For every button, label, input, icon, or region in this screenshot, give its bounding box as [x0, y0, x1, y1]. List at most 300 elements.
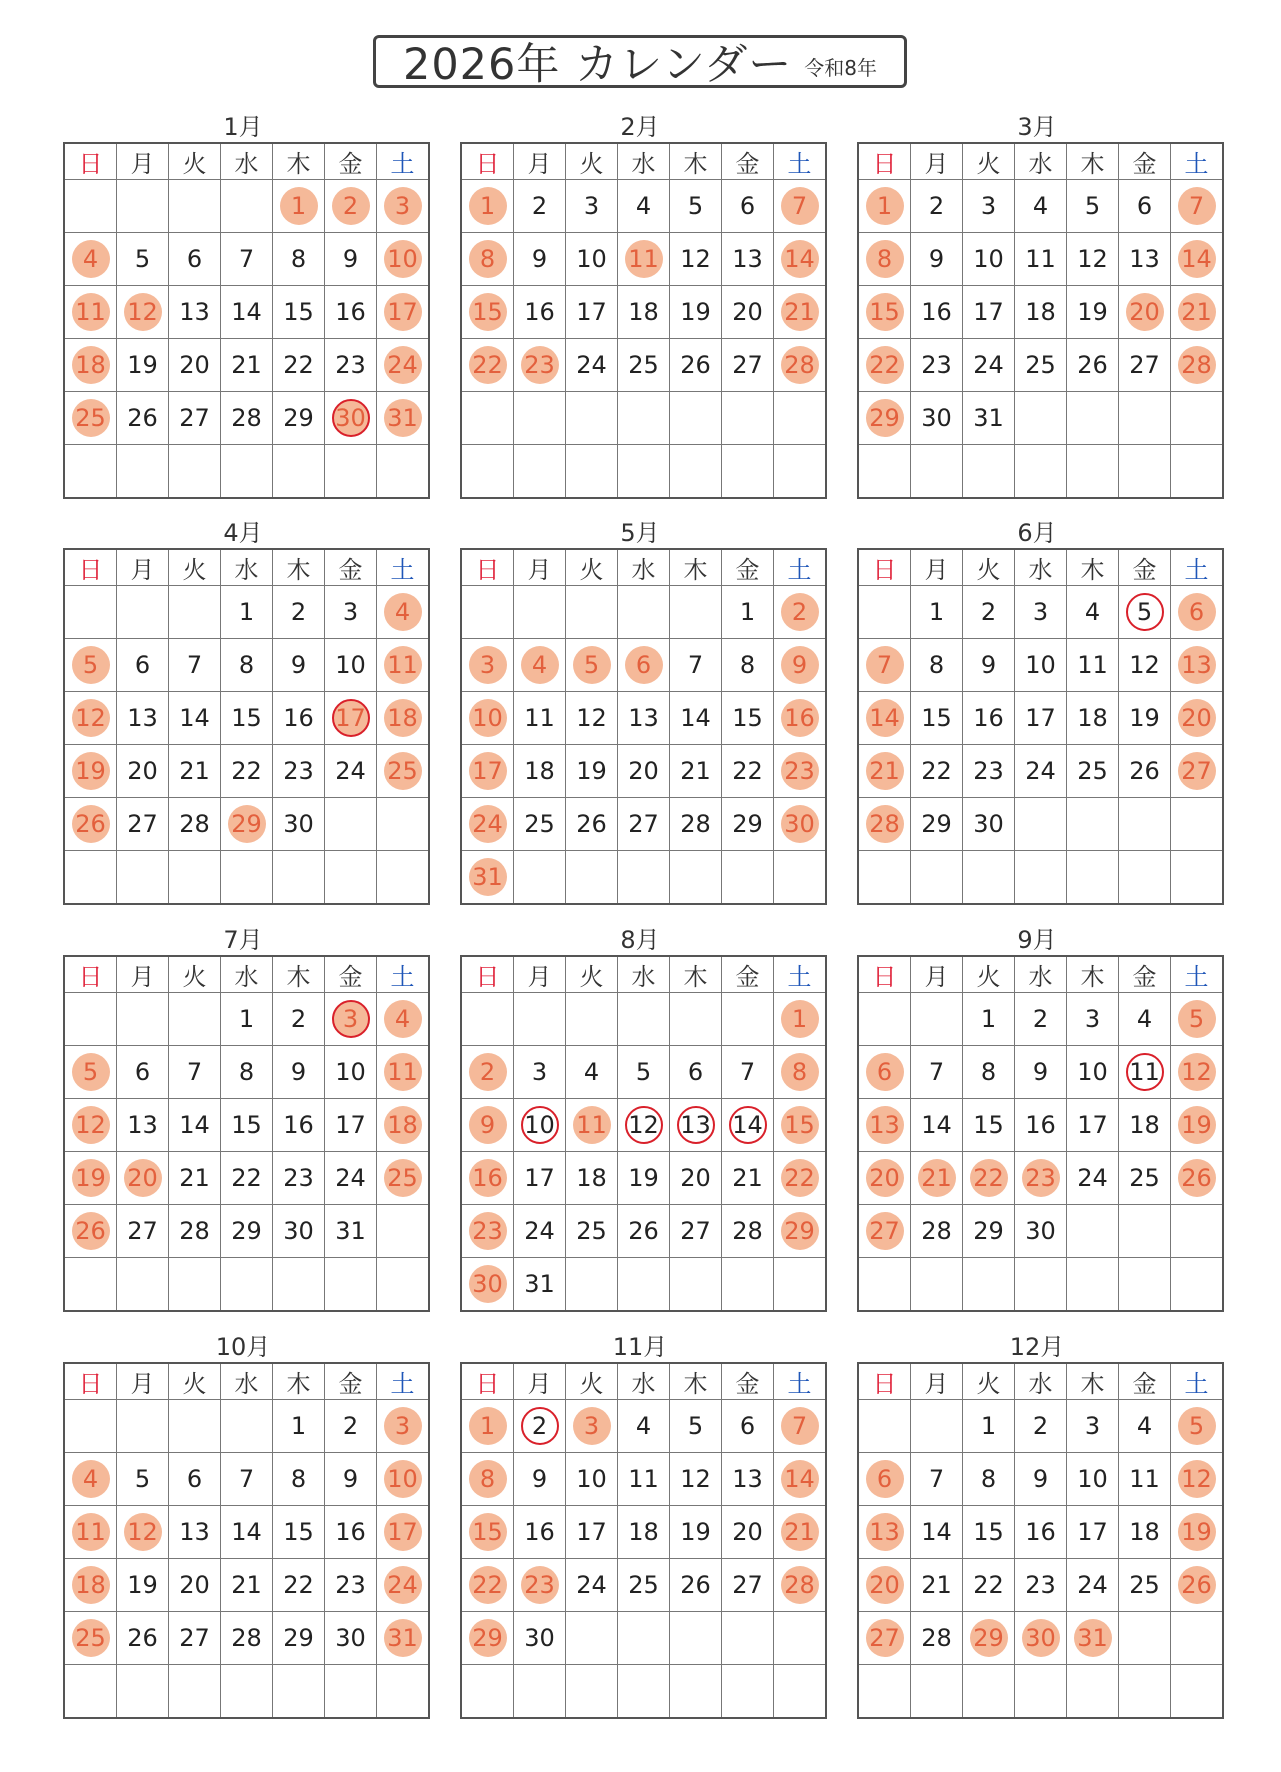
date: 18 [1129, 1111, 1160, 1139]
weekday-header-row [858, 1363, 1223, 1400]
day-cell [858, 1453, 911, 1506]
day-cell [169, 586, 221, 639]
day-cell [963, 851, 1015, 905]
day-cell [377, 586, 430, 639]
day-cell [1067, 1559, 1119, 1612]
day-cell [273, 1205, 325, 1258]
holiday-date: 11 [625, 240, 663, 278]
date: 11 [1126, 1053, 1164, 1091]
holiday-date: 15 [866, 293, 904, 331]
date: 26 [680, 1571, 711, 1599]
day-cell [273, 993, 325, 1046]
day-cell [461, 745, 514, 798]
holiday-date: 16 [469, 1159, 507, 1197]
date: 18 [1025, 298, 1056, 326]
day-cell [117, 1612, 169, 1665]
week-row [64, 1665, 429, 1719]
day-cell [618, 692, 670, 745]
date: 23 [335, 1571, 366, 1599]
month-label: 11月 [612, 1333, 668, 1361]
day-cell [117, 1258, 169, 1312]
holiday-date: 31 [469, 858, 507, 896]
date: 15 [231, 704, 262, 732]
day-cell [514, 1046, 566, 1099]
day-cell [774, 1046, 827, 1099]
day-cell [325, 1099, 377, 1152]
holiday-date: 1 [469, 1407, 507, 1445]
day-cell [117, 851, 169, 905]
day-cell [1171, 286, 1224, 339]
day-cell [963, 1400, 1015, 1453]
day-cell [461, 1099, 514, 1152]
date: 1 [980, 1005, 997, 1033]
date: 23 [1025, 1571, 1056, 1599]
date: 17 [335, 1111, 366, 1139]
holiday-date: 17 [384, 293, 422, 331]
calendar-title: 2026年 カレンダー [402, 40, 793, 90]
day-cell [64, 993, 117, 1046]
day-cell [169, 1046, 221, 1099]
day-cell [325, 1612, 377, 1665]
weekday-header-row [858, 549, 1223, 586]
date: 21 [179, 1164, 210, 1192]
day-cell [618, 798, 670, 851]
holiday-date: 15 [469, 1513, 507, 1551]
weekday-header: 火 [963, 956, 1015, 993]
day-cell [1171, 1453, 1224, 1506]
date: 8 [238, 1058, 255, 1086]
day-cell [64, 233, 117, 286]
holiday-date: 12 [72, 1106, 110, 1144]
day-cell [1015, 1400, 1067, 1453]
holiday-date: 18 [384, 699, 422, 737]
day-cell [774, 692, 827, 745]
day-cell [325, 1046, 377, 1099]
day-cell [858, 1152, 911, 1205]
date: 12 [1077, 245, 1108, 273]
day-cell [618, 1453, 670, 1506]
day-cell [670, 851, 722, 905]
date: 16 [1025, 1111, 1056, 1139]
weekday-header-row [64, 1363, 429, 1400]
day-cell [566, 339, 618, 392]
day-cell [722, 1258, 774, 1312]
date: 29 [283, 1624, 314, 1652]
holiday-date: 6 [866, 1460, 904, 1498]
month-label: 6月 [1017, 519, 1057, 547]
holiday-date: 30 [332, 399, 370, 437]
date: 27 [127, 1217, 158, 1245]
week-row [64, 1258, 429, 1312]
calendar-era-label: 令和8年 [804, 56, 878, 80]
date: 6 [739, 192, 756, 220]
day-cell [858, 1612, 911, 1665]
date: 16 [283, 704, 314, 732]
date: 24 [1077, 1164, 1108, 1192]
holiday-date: 22 [866, 346, 904, 384]
month-label: 1月 [223, 113, 263, 141]
date: 9 [1032, 1465, 1049, 1493]
date: 26 [127, 404, 158, 432]
day-cell [117, 445, 169, 499]
date: 24 [576, 1571, 607, 1599]
day-cell [774, 851, 827, 905]
day-cell [117, 745, 169, 798]
day-cell [963, 1205, 1015, 1258]
day-cell [1171, 745, 1224, 798]
holiday-date: 1 [469, 187, 507, 225]
day-cell [325, 1453, 377, 1506]
day-cell [325, 392, 377, 445]
weekday-header: 月 [911, 956, 963, 993]
day-cell [221, 392, 273, 445]
weekday-header-row [461, 549, 826, 586]
date: 20 [179, 351, 210, 379]
month-table [857, 548, 1224, 905]
day-cell [221, 639, 273, 692]
day-cell [325, 445, 377, 499]
date: 24 [1077, 1571, 1108, 1599]
day-cell [566, 692, 618, 745]
date: 23 [283, 757, 314, 785]
holiday-date: 10 [384, 240, 422, 278]
day-cell [774, 1453, 827, 1506]
holiday-date: 28 [866, 805, 904, 843]
date: 13 [677, 1106, 715, 1144]
date: 15 [973, 1111, 1004, 1139]
date: 8 [739, 651, 756, 679]
weekday-header: 日 [461, 549, 514, 586]
date: 27 [732, 351, 763, 379]
week-row [858, 639, 1223, 692]
date: 13 [179, 1518, 210, 1546]
date: 30 [335, 1624, 366, 1652]
day-cell [117, 586, 169, 639]
date: 18 [628, 1518, 659, 1546]
day-cell [618, 1258, 670, 1312]
day-cell [273, 286, 325, 339]
day-cell [377, 1453, 430, 1506]
month-label: 7月 [223, 926, 263, 954]
weekday-header: 火 [963, 1363, 1015, 1400]
month-table [63, 548, 430, 905]
date: 1 [928, 598, 945, 626]
day-cell [1171, 639, 1224, 692]
holiday-date: 20 [866, 1566, 904, 1604]
holiday-date: 19 [1178, 1513, 1216, 1551]
holiday-date: 30 [1022, 1619, 1060, 1657]
day-cell [325, 639, 377, 692]
week-row [64, 798, 429, 851]
week-row [64, 180, 429, 233]
month-table [857, 1362, 1224, 1719]
week-row [461, 1099, 826, 1152]
day-cell [618, 586, 670, 639]
day-cell [273, 586, 325, 639]
day-cell [1015, 692, 1067, 745]
date: 4 [583, 1058, 600, 1086]
holiday-date: 11 [72, 293, 110, 331]
day-cell [858, 1400, 911, 1453]
week-row [461, 1152, 826, 1205]
holiday-date: 20 [1178, 699, 1216, 737]
day-cell [566, 1559, 618, 1612]
weekday-header-row [64, 956, 429, 993]
date: 21 [231, 351, 262, 379]
weekday-header: 月 [117, 1363, 169, 1400]
day-cell [963, 692, 1015, 745]
day-cell [1119, 1258, 1171, 1312]
day-cell [1015, 286, 1067, 339]
day-cell [722, 1400, 774, 1453]
day-cell [221, 993, 273, 1046]
week-row [858, 1453, 1223, 1506]
day-cell [963, 1665, 1015, 1719]
day-cell [670, 1258, 722, 1312]
day-cell [461, 1665, 514, 1719]
date: 4 [635, 1412, 652, 1440]
date: 17 [576, 1518, 607, 1546]
holiday-date: 28 [1178, 346, 1216, 384]
day-cell [911, 1559, 963, 1612]
day-cell [1015, 993, 1067, 1046]
day-cell [1119, 1152, 1171, 1205]
day-cell [273, 692, 325, 745]
day-cell [722, 1205, 774, 1258]
day-cell [273, 1612, 325, 1665]
weekday-header: 火 [963, 549, 1015, 586]
day-cell [911, 286, 963, 339]
holiday-date: 20 [866, 1159, 904, 1197]
day-cell [117, 1559, 169, 1612]
weekday-header: 金 [722, 143, 774, 180]
date: 30 [921, 404, 952, 432]
date: 6 [134, 1058, 151, 1086]
day-cell [911, 1665, 963, 1719]
holiday-date: 11 [384, 1053, 422, 1091]
weekday-header: 日 [858, 956, 911, 993]
date: 20 [680, 1164, 711, 1192]
date: 2 [1032, 1005, 1049, 1033]
week-row [461, 1205, 826, 1258]
date: 9 [290, 1058, 307, 1086]
weekday-header: 金 [1119, 143, 1171, 180]
holiday-date: 7 [781, 1407, 819, 1445]
day-cell [514, 445, 566, 499]
date: 2 [290, 1005, 307, 1033]
day-cell [1171, 339, 1224, 392]
day-cell [325, 851, 377, 905]
date: 9 [342, 1465, 359, 1493]
week-row [64, 392, 429, 445]
day-cell [461, 1258, 514, 1312]
day-cell [618, 180, 670, 233]
day-cell [1119, 1099, 1171, 1152]
weekday-header: 水 [1015, 1363, 1067, 1400]
holiday-date: 4 [384, 593, 422, 631]
holiday-date: 3 [573, 1407, 611, 1445]
day-cell [1171, 1046, 1224, 1099]
day-cell [377, 233, 430, 286]
date: 9 [531, 245, 548, 273]
date: 1 [290, 1412, 307, 1440]
day-cell [722, 445, 774, 499]
day-cell [461, 1506, 514, 1559]
day-cell [514, 1612, 566, 1665]
date: 12 [625, 1106, 663, 1144]
day-cell [514, 233, 566, 286]
day-cell [169, 1099, 221, 1152]
holiday-date: 26 [72, 805, 110, 843]
holiday-date: 31 [384, 399, 422, 437]
week-row [858, 1559, 1223, 1612]
weekday-header: 土 [774, 956, 827, 993]
holiday-date: 11 [72, 1513, 110, 1551]
date: 7 [186, 651, 203, 679]
day-cell [377, 1665, 430, 1719]
date: 23 [921, 351, 952, 379]
day-cell [858, 286, 911, 339]
day-cell [618, 1152, 670, 1205]
day-cell [461, 445, 514, 499]
day-cell [566, 1665, 618, 1719]
date: 26 [1129, 757, 1160, 785]
holiday-date: 5 [1178, 1407, 1216, 1445]
date: 15 [921, 704, 952, 732]
date: 16 [524, 298, 555, 326]
day-cell [911, 339, 963, 392]
day-cell [722, 1453, 774, 1506]
day-cell [377, 339, 430, 392]
day-cell [566, 639, 618, 692]
day-cell [377, 692, 430, 745]
day-cell [1067, 339, 1119, 392]
day-cell [722, 692, 774, 745]
date: 24 [524, 1217, 555, 1245]
day-cell [221, 798, 273, 851]
day-cell [858, 392, 911, 445]
month-table [63, 955, 430, 1312]
day-cell [169, 1506, 221, 1559]
date: 13 [628, 704, 659, 732]
day-cell [963, 1099, 1015, 1152]
date: 22 [732, 757, 763, 785]
day-cell [722, 392, 774, 445]
date: 23 [335, 351, 366, 379]
day-cell [670, 692, 722, 745]
weekday-header: 日 [64, 1363, 117, 1400]
day-cell [1119, 392, 1171, 445]
day-cell [514, 1665, 566, 1719]
week-row [858, 692, 1223, 745]
holiday-date: 30 [781, 805, 819, 843]
date: 2 [290, 598, 307, 626]
weekday-header: 水 [618, 956, 670, 993]
day-cell [117, 1099, 169, 1152]
holiday-date: 7 [866, 646, 904, 684]
day-cell [377, 1046, 430, 1099]
date: 10 [1025, 651, 1056, 679]
holiday-date: 26 [1178, 1566, 1216, 1604]
day-cell [774, 1612, 827, 1665]
day-cell [221, 1665, 273, 1719]
weekday-header: 日 [858, 549, 911, 586]
holiday-date: 25 [72, 399, 110, 437]
day-cell [774, 993, 827, 1046]
day-cell [514, 851, 566, 905]
date: 4 [635, 192, 652, 220]
day-cell [1067, 1506, 1119, 1559]
day-cell [377, 1506, 430, 1559]
date: 3 [531, 1058, 548, 1086]
day-cell [566, 586, 618, 639]
day-cell [377, 1559, 430, 1612]
holiday-date: 26 [72, 1212, 110, 1250]
day-cell [325, 286, 377, 339]
month-table [460, 142, 827, 499]
day-cell [221, 445, 273, 499]
day-cell [774, 180, 827, 233]
date: 10 [576, 1465, 607, 1493]
date: 7 [238, 1465, 255, 1493]
day-cell [858, 692, 911, 745]
day-cell [566, 1099, 618, 1152]
date: 22 [921, 757, 952, 785]
day-cell [64, 1612, 117, 1665]
day-cell [963, 1506, 1015, 1559]
day-cell [858, 1046, 911, 1099]
date: 15 [231, 1111, 262, 1139]
date: 9 [928, 245, 945, 273]
week-row [858, 851, 1223, 905]
weekday-header: 木 [1067, 143, 1119, 180]
day-cell [774, 1099, 827, 1152]
day-cell [963, 586, 1015, 639]
day-cell [117, 1205, 169, 1258]
day-cell [514, 1099, 566, 1152]
day-cell [1015, 339, 1067, 392]
date: 12 [576, 704, 607, 732]
date: 6 [687, 1058, 704, 1086]
day-cell [169, 233, 221, 286]
weekday-header-row [461, 956, 826, 993]
date: 21 [921, 1571, 952, 1599]
date: 16 [335, 298, 366, 326]
date: 27 [680, 1217, 711, 1245]
date: 29 [283, 404, 314, 432]
day-cell [221, 851, 273, 905]
day-cell [117, 1506, 169, 1559]
weekday-header: 月 [911, 143, 963, 180]
week-row [461, 745, 826, 798]
holiday-date: 9 [469, 1106, 507, 1144]
day-cell [722, 1099, 774, 1152]
week-row [461, 233, 826, 286]
day-cell [169, 180, 221, 233]
day-cell [514, 1506, 566, 1559]
month-label: 12月 [1009, 1333, 1065, 1361]
month-calendar [63, 519, 423, 905]
day-cell [858, 993, 911, 1046]
day-cell [325, 1506, 377, 1559]
date: 11 [1129, 1465, 1160, 1493]
day-cell [670, 993, 722, 1046]
holiday-date: 22 [781, 1159, 819, 1197]
date: 24 [576, 351, 607, 379]
weekday-header: 木 [670, 1363, 722, 1400]
holiday-date: 10 [469, 699, 507, 737]
day-cell [64, 286, 117, 339]
